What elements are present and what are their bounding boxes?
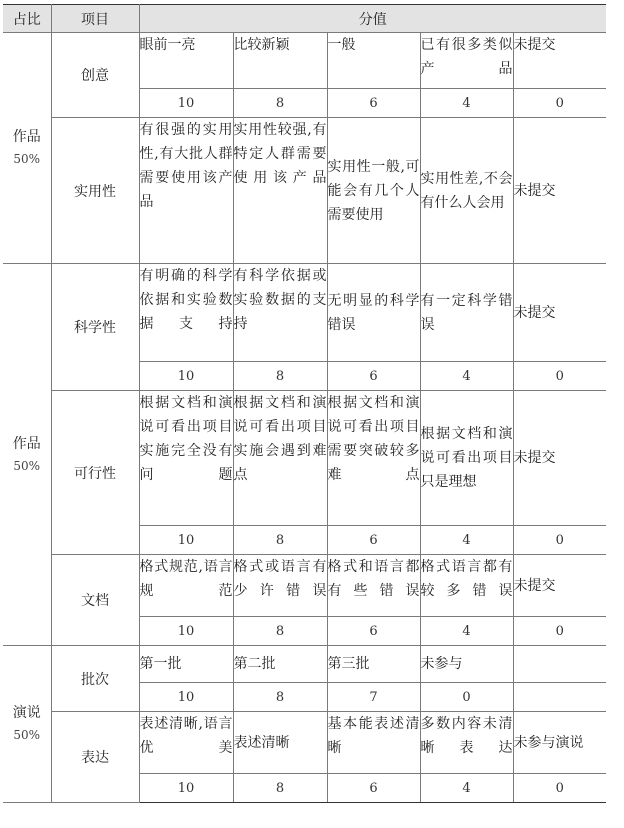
level-cell: 表述清晰,语言优美 [139,712,233,774]
level-cell: 未提交 [513,555,606,617]
score-cell: 10 [139,89,233,118]
item-feasibility: 可行性 [51,391,139,555]
level-cell: 未提交 [513,264,606,362]
scoring-rubric-table [3,4,606,803]
item-practicality: 实用性 [51,118,139,264]
score-cell: 6 [327,526,420,555]
level-cell [513,646,606,683]
level-cell: 未提交 [513,118,606,264]
header-ratio: 占比 [3,5,51,33]
score-cell: 10 [139,526,233,555]
level-cell: 未参与演说 [513,712,606,774]
section-speech [3,646,51,803]
level-cell: 无明显的科学错误 [327,264,420,362]
level-cell: 有科学依据或实验数据的支持 [233,264,327,362]
item-scientific: 科学性 [51,264,139,391]
score-cell: 10 [139,774,233,803]
level-cell: 有很强的实用性,有大批人群需要使用该产品 [139,118,233,264]
table-row [3,264,606,362]
level-cell: 比较新颖 [233,33,327,89]
level-cell: 表述清晰 [233,712,327,774]
score-cell: 0 [513,617,606,646]
score-cell: 0 [513,362,606,391]
table-row [3,391,606,526]
level-cell: 未提交 [513,33,606,89]
score-cell: 4 [420,362,513,391]
score-cell: 8 [233,89,327,118]
header-score: 分值 [139,5,606,33]
score-cell: 4 [420,526,513,555]
score-cell: 0 [420,683,513,712]
section-name: 演说 [12,705,41,721]
level-cell: 未提交 [513,391,606,526]
level-cell: 眼前一亮 [139,33,233,89]
item-batch: 批次 [51,646,139,712]
table-row [3,33,606,89]
score-cell: 4 [420,89,513,118]
score-cell: 8 [233,683,327,712]
score-cell: 0 [513,526,606,555]
item-expression: 表达 [51,712,139,803]
section-percent: 50% [13,728,41,742]
level-cell: 根据文档和演说可看出项目实施会遇到难点 [233,391,327,526]
header-item: 项目 [51,5,139,33]
section-work-b [3,264,51,646]
score-cell: 6 [327,617,420,646]
level-cell: 第三批 [327,646,420,683]
level-cell: 格式语言都有较多错误 [420,555,513,617]
level-cell: 格式或语言有少许错误 [233,555,327,617]
level-cell: 实用性差,不会有什么人会用 [420,118,513,264]
level-cell: 根据文档和演说可看出项目实施完全没有问题 [139,391,233,526]
table-row [3,555,606,617]
level-cell: 格式和语言都有些错误 [327,555,420,617]
score-cell: 8 [233,774,327,803]
score-cell: 10 [139,683,233,712]
section-name: 作品 [12,129,41,145]
table-row [3,118,606,264]
table-row [3,712,606,774]
score-cell: 6 [327,89,420,118]
level-cell: 实用性较强,有特定人群需要使用该产品 [233,118,327,264]
section-percent: 50% [13,152,41,166]
table-row [3,646,606,683]
score-cell: 6 [327,362,420,391]
level-cell: 有一定科学错误 [420,264,513,362]
level-cell: 基本能表述清晰 [327,712,420,774]
score-cell: 8 [233,362,327,391]
score-cell: 6 [327,774,420,803]
level-cell: 一般 [327,33,420,89]
level-cell: 第二批 [233,646,327,683]
score-cell: 7 [327,683,420,712]
level-cell: 未参与 [420,646,513,683]
level-cell: 格式规范,语言规范 [139,555,233,617]
score-cell: 0 [513,89,606,118]
score-cell: 10 [139,617,233,646]
score-cell [513,683,606,712]
item-document: 文档 [51,555,139,646]
score-cell: 4 [420,774,513,803]
score-cell: 8 [233,617,327,646]
score-cell: 4 [420,617,513,646]
section-work-a [3,33,51,264]
level-cell: 多数内容未清晰表达 [420,712,513,774]
item-creativity: 创意 [51,33,139,118]
section-name: 作品 [12,435,41,452]
score-cell: 0 [513,774,606,803]
level-cell: 实用性一般,可能会有几个人需要使用 [327,118,420,264]
level-cell: 已有很多类似产品 [420,33,513,89]
score-cell: 8 [233,526,327,555]
section-percent: 50% [13,458,41,473]
score-cell: 10 [139,362,233,391]
level-cell: 有明确的科学依据和实验数据支持 [139,264,233,362]
level-cell: 第一批 [139,646,233,683]
header-row [3,5,606,33]
level-cell: 根据文档和演说可看出项目需要突破较多难点 [327,391,420,526]
level-cell: 根据文档和演说可看出项目只是理想 [420,391,513,526]
